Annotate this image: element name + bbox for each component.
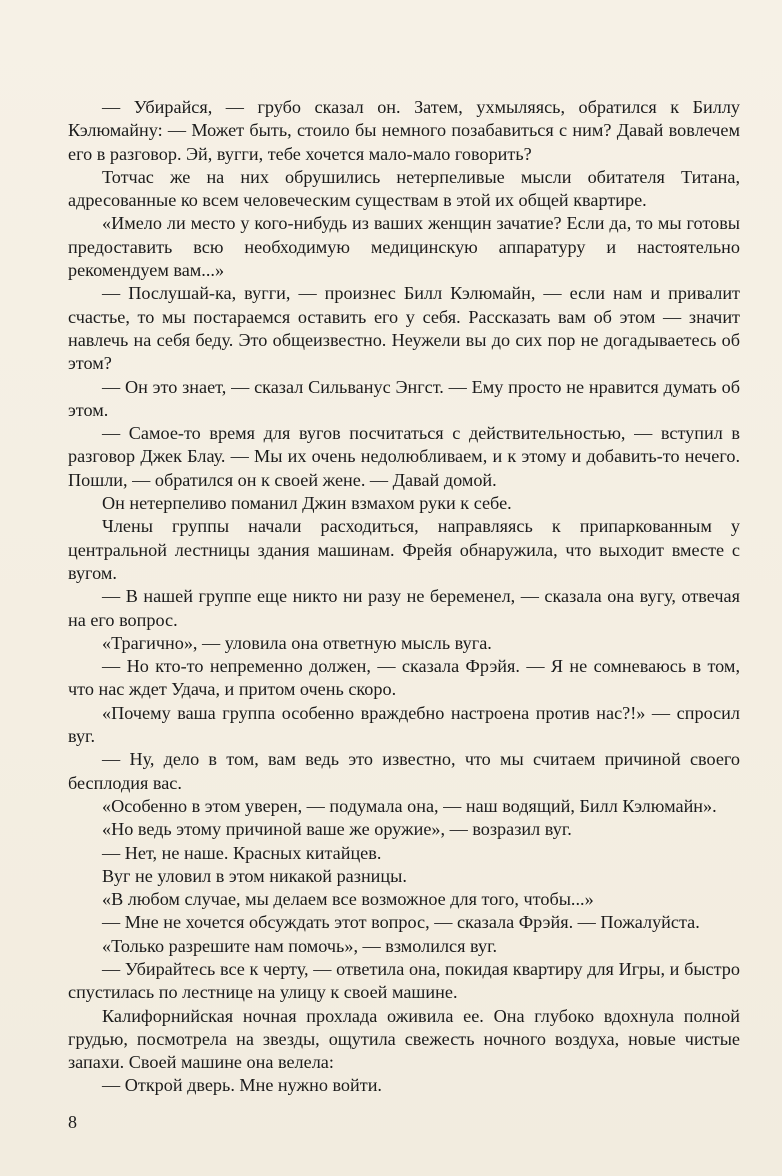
paragraph: «Только разрешите нам помочь», — взмолился вуг. [102,935,498,956]
paragraph: — Убирайтесь все к черту, — ответила она, покидая квартиру для Игры, и быстро спустилась по лестнице на улицу к своей машине. [68,958,740,1003]
body-text [68,96,740,1098]
paragraph: — Нет, не наше. Красных китайцев. [102,842,382,863]
paragraph: — В нашей группе еще никто ни разу не беременел, — сказала она вугу, отвечая на его вопрос. [68,586,740,630]
paragraph: Он нетерпеливо поманил Джин взмахом руки к себе. [102,493,512,514]
paragraph: «Имело ли место у кого-нибудь из ваших женщин зачатие? Если да, то мы готовы предоставить всю необходимую медицинскую аппаратуру и настоятельно рекомендуем вам...» [68,213,740,281]
paragraph: «Трагично», — уловила она ответную мысль вуга. [102,632,492,653]
paragraph: Тотчас же на них обрушились нетерпеливые мысли обитателя Титана, адресованные ко всем человеческим существам в этой их общей квартире. [68,166,740,211]
paragraph: — Но кто-то непременно должен, — сказала Фрэйя. — Я не сомневаюсь в том, что нас ждет Удача, и притом очень скоро. [68,656,740,700]
paragraph: «Но ведь этому причиной ваше же оружие», — возразил вуг. [102,819,572,840]
paragraph: — Ну, дело в том, вам ведь это известно, что мы считаем причиной своего бесплодия вас. [68,749,740,793]
paragraph: Члены группы начали расходиться, направляясь к припаркованным у центральной лестницы здания машинам. Фрейя обнаружила, что выходит вместе с вугом. [68,516,740,583]
paragraph: — Убирайся, — грубо сказал он. Затем, ухмыляясь, обратился к Биллу Кэлюмайну: — Может быть, стоило бы немного позабавиться с ним? Давай вовлечем его в разговор. Эй, вугги, тебе хочется мало-мало говорить? [68,97,740,164]
paragraph: — Мне не хочется обсуждать этот вопрос, — сказала Фрэйя. — Пожалуйста. [102,912,700,933]
paragraph: — Открой дверь. Мне нужно войти. [102,1075,382,1096]
paragraph: — Самое-то время для вугов посчитаться с действительностью, — вступил в разговор Джек Блау. — Мы их очень недолюбливаем, и к этому и добавить-то нечего. Пошли, — обратился он к своей жене. — Давай домой. [68,423,740,490]
paragraph: «В любом случае, мы делаем все возможное для того, чтобы...» [102,889,594,910]
paragraph: — Он это знает, — сказал Сильванус Энгст. — Ему просто не нравится думать об этом. [68,376,740,420]
paragraph: Калифорнийская ночная прохлада оживила ее. Она глубоко вдохнула полной грудью, посмотрела на звезды, ощутила свежесть ночного воздуха, новые чистые запахи. Своей машине она велела: [68,1005,740,1073]
paragraph: «Особенно в этом уверен, — подумала она, — наш водящий, Билл Кэлюмайн». [102,795,717,816]
paragraph: Вуг не уловил в этом никакой разницы. [102,865,407,886]
paragraph: — Послушай-ка, вугги, — произнес Билл Кэлюмайн, — если нам и привалит счастье, то мы постараемся оставить его у себя. Рассказать вам об этом — значит навлечь на себя беду. Это общеизвестно. Неужели вы до сих пор не догадываетесь об этом? [68,283,740,374]
paragraph: «Почему ваша группа особенно враждебно настроена против нас?!» — спросил вуг. [68,702,740,747]
page-number: 8 [68,1112,77,1132]
